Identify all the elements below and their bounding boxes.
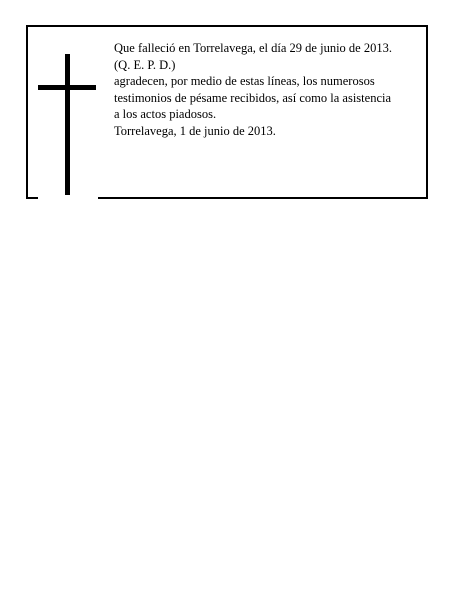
notice-line-thanks: agradecen, por medio de estas líneas, los numerosos <box>114 74 375 89</box>
frame-bottom-gap <box>38 195 98 199</box>
notice-text <box>114 40 426 140</box>
notice-line-place-date: Torrelavega, 1 de junio de 2013. <box>114 123 276 138</box>
cross-icon <box>38 54 96 199</box>
notice-line-acts: a los actos piadosos. <box>114 107 217 122</box>
notice-line-condolences: testimonios de pésame recibidos, así como la asistencia <box>114 90 392 105</box>
notice-line-qepd: (Q. E. P. D.) <box>114 57 176 72</box>
notice-line-death: Que falleció en Torrelavega, el día 29 de junio de 2013. <box>114 41 392 55</box>
obituary-notice <box>26 25 428 199</box>
cross-vertical-bar <box>65 54 70 199</box>
cross-horizontal-bar <box>38 85 96 90</box>
